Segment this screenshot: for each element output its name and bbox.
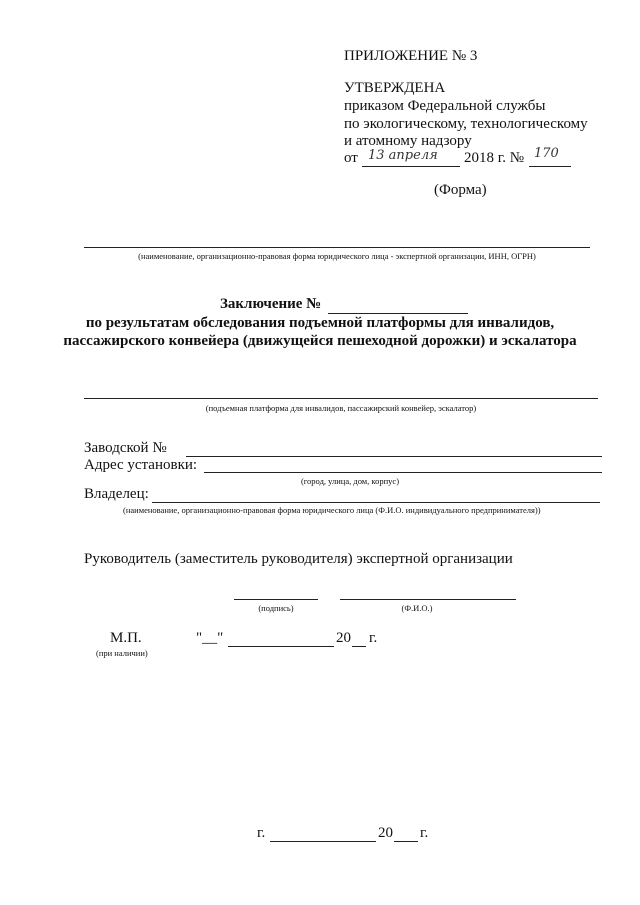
- equipment-line: [84, 398, 598, 399]
- sign-date-month-line[interactable]: [228, 646, 334, 647]
- serial-number-label: Заводской №: [84, 440, 167, 456]
- number-handwritten: 170: [534, 146, 559, 161]
- equipment-caption: (подъемная платформа для инвалидов, пассажирский конвейер, эскалатор): [205, 403, 477, 413]
- conclusion-title: Заключение №: [220, 296, 322, 312]
- head-label: Руководитель (заместитель руководителя) экспертной организации: [84, 551, 513, 567]
- serial-number-field[interactable]: [186, 456, 602, 457]
- address-field[interactable]: [204, 472, 602, 473]
- appendix-number: ПРИЛОЖЕНИЕ № 3: [344, 48, 478, 64]
- stamp-caption: (при наличии): [96, 648, 148, 658]
- order-line-1: приказом Федеральной службы: [344, 98, 546, 114]
- date-prefix: от: [344, 150, 358, 166]
- footer-city-prefix: г.: [257, 825, 266, 841]
- title-line-2: по результатам обследования подъемной платформы для инвалидов,: [85, 315, 555, 331]
- stamp-label: М.П.: [110, 630, 142, 646]
- approved-label: УТВЕРЖДЕНА: [344, 80, 446, 96]
- conclusion-number-line: [328, 313, 468, 314]
- name-line[interactable]: [340, 599, 516, 600]
- footer-year-line[interactable]: [394, 841, 418, 842]
- order-line-3: и атомному надзору: [344, 133, 472, 149]
- sign-date-day: "__": [196, 630, 224, 646]
- footer-year-prefix: 20: [378, 825, 393, 841]
- owner-caption: (наименование, организационно-правовая форма юридического лица (Ф.И.О. индивидуального предпринимателя)): [123, 505, 541, 515]
- sign-date-year-prefix: 20: [336, 630, 351, 646]
- number-underline: [529, 166, 571, 167]
- org-line: [84, 247, 590, 248]
- order-line-2: по экологическому, технологическому: [344, 116, 588, 132]
- signature-line[interactable]: [234, 599, 318, 600]
- name-caption: (Ф.И.О.): [401, 603, 433, 613]
- owner-field[interactable]: [152, 502, 600, 503]
- footer-city-line[interactable]: [270, 841, 376, 842]
- address-label: Адрес установки:: [84, 457, 198, 473]
- form-label: (Форма): [434, 182, 487, 198]
- sign-date-year-suffix: г.: [369, 630, 378, 646]
- date-handwritten: 13 апреля: [368, 148, 438, 163]
- date-underline: [362, 166, 460, 167]
- year-number-label: 2018 г. №: [464, 150, 525, 166]
- address-caption: (город, улица, дом, корпус): [300, 476, 400, 486]
- signature-caption: (подпись): [258, 603, 294, 613]
- org-caption: (наименование, организационно-правовая форма юридического лица - экспертной организации, ИНН, ОГРН): [138, 251, 536, 261]
- title-line-3: пассажирского конвейера (движущейся пешеходной дорожки) и эскалатора: [63, 333, 577, 349]
- owner-label: Владелец:: [84, 486, 149, 502]
- footer-year-suffix: г.: [420, 825, 429, 841]
- sign-date-year-line[interactable]: [352, 646, 366, 647]
